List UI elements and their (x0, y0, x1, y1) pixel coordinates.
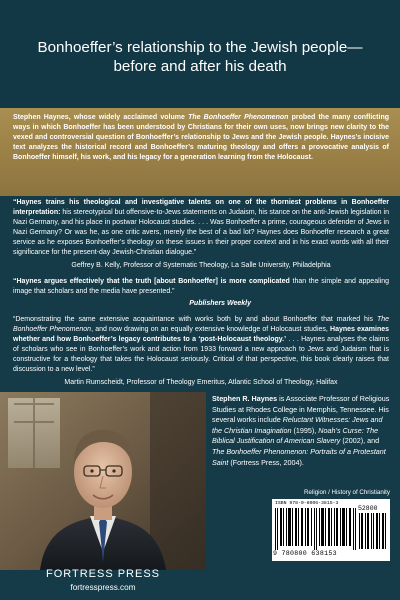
category-label: Religion / History of Christianity (304, 489, 390, 496)
endorsement-pw (13, 277, 389, 297)
publisher-name: FORTRESS PRESS (45, 568, 161, 580)
endorsement-rumscheidt-c: . . . Haynes analyses the claims of scholars who see in Bonhoeffer’s work and action from 1933 forward a new approach to Jews and Judaism that is constructive for a theology that takes the Holocaust seriously. Critical of that perspective, this book clearly raises that discussion to a new level.” (13, 336, 389, 374)
endorsement-kelly-attribution: Geffrey B. Kelly, Professor of Systematic Theology, La Salle University, Philadelphia (71, 261, 331, 269)
endorsement-kelly-body: his stereotypical but offensive-to-Jews statements on Judaism, his stance on the anti-Jewish legislation in Nazi Germany, and his place in postwar Holocaust studies. . . . Was Bonhoeffer a prime, courageous defender of Jews in Nazi Germany? Or was he, as one critic avers, merely the best of a bad lot? Haynes does Bonhoeffer research a great service as he exposes Bonhoeffer’s theology on these issues in their proper context and in his exact words with all their significance for the present-day Jewish-Christian dialogue.” (13, 209, 389, 257)
endorsement-rumscheidt-bold: Haynes examines whether and how Bonhoeffer’s legacy contributes to a ‘post-Holocaust theology.’ (13, 326, 390, 344)
description-text (13, 113, 389, 163)
endorsement-pw-body: than the simple and appealing image that scholars and the media have presented.” (13, 277, 389, 295)
endorsement-rumscheidt-b: , and now drawing on an equally extensive knowledge of Holocaust studies, (91, 326, 331, 334)
publisher-website[interactable]: fortresspress.com (70, 583, 136, 592)
author-bio (212, 394, 390, 468)
barcode-bars (275, 508, 357, 550)
description-bold (13, 114, 389, 161)
barcode (272, 499, 390, 561)
endorsement-pw-attribution: Publishers Weekly (189, 299, 251, 307)
bio-title-2: Noah’s Curse: The Biblical Justification of American Slavery (212, 425, 379, 446)
bio-part-a: is Associate Professor of Religious Studies at Rhodes College in Memphis, Tennessee. His several works include (212, 394, 390, 425)
author-photo (0, 392, 206, 570)
author-name: Stephen R. Haynes (212, 394, 278, 403)
description-part2: probed the many conflicting ways in which Bonhoeffer has been understood by Christians for their own uses, now brings new clarity to the vexed and controversial question of Bonhoeffer’s relationship to Jews and the Jewish people. Haynes’s incisive text analyzes the historical record and Bonhoeffer’s maturing theology and offers a provocative analysis of Bonhoeffer himself, his work, and his legacy for a generation learning from the Holocaust. (13, 114, 390, 162)
bio-part-b: (1995), (291, 425, 319, 435)
endorsement-rumscheidt-book: The Bonhoeffer Phenomenon (13, 315, 389, 334)
bio-part-d: (Fortress Press, 2004). (228, 457, 304, 467)
addon-bars (359, 513, 387, 549)
isbn-text: ISBN 978-0-8006-3815-3 (275, 501, 339, 506)
endorsements (13, 198, 389, 388)
headline-line2: before and after his death (113, 58, 287, 75)
endorsement-kelly (13, 198, 389, 259)
bio-part-c: (2002), and (340, 436, 380, 446)
description-part1: Stephen Haynes, whose widely acclaimed volume (13, 114, 189, 121)
price-code: 52800 (358, 505, 378, 512)
endorsement-rumscheidt (13, 315, 389, 376)
endorsement-pw-bold: “Haynes argues effectively that the truth [about Bonhoeffer] is more complicated (13, 277, 290, 285)
endorsement-kelly-lead: “Haynes trains his theological and investigative talents on one of the thorniest problems in Bonhoeffer interpretation: (13, 199, 389, 217)
headline-line1: Bonhoeffer’s relationship to the Jewish people— (37, 39, 363, 56)
endorsement-rumscheidt-a: “Demonstrating the same extensive acquaintance with works both by and about Bonhoeffer that marked his (13, 315, 377, 323)
bio-title-1: Reluctant Witnesses: Jews and the Christian Imagination (212, 415, 383, 435)
endorsement-rumscheidt-attribution: Martin Rumscheidt, Professor of Theology Emeritus, Atlantic School of Theology, Halifax (64, 378, 338, 386)
bio-title-3: The Bonhoeffer Phenomenon: Portraits of a Protestant Saint (212, 446, 386, 467)
description-book-title: The Bonhoeffer Phenomenon (188, 114, 289, 121)
ean-digits: 9 780800 638153 (273, 550, 337, 557)
headline (14, 38, 386, 76)
